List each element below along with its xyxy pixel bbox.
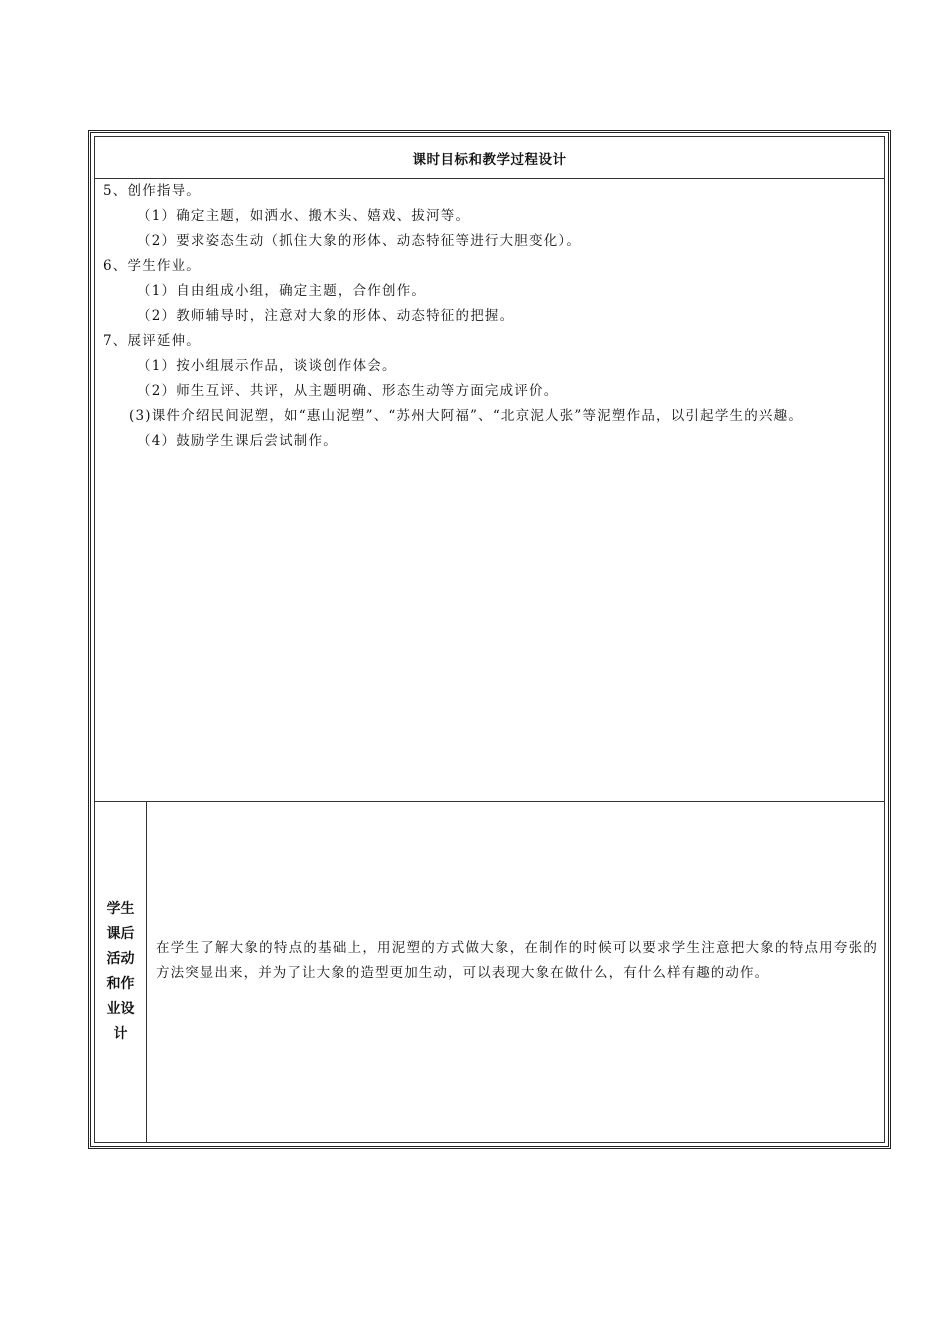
list-item: （1）自由组成小组，确定主题，合作创作。 <box>137 283 427 299</box>
activity-row <box>95 801 884 1142</box>
list-item: （1）按小组展示作品，谈谈创作体会。 <box>137 358 397 374</box>
list-item: (3)课件介绍民间泥塑，如“惠山泥塑”、“苏州大阿福”、“北京泥人张”等泥塑作品，以引起学生的兴趣。 <box>129 408 804 424</box>
lesson-table <box>88 130 891 1149</box>
section-heading: 6、学生作业。 <box>103 258 201 274</box>
list-item: （4）鼓励学生课后尝试制作。 <box>137 433 338 449</box>
list-item: （2）师生互评、共评，从主题明确、形态生动等方面完成评价。 <box>137 383 559 399</box>
activity-label-cell <box>95 802 147 1142</box>
teaching-process-content <box>103 179 878 801</box>
section-heading: 5、创作指导。 <box>103 183 201 199</box>
list-item: （2）教师辅导时，注意对大象的形体、动态特征的把握。 <box>137 308 515 324</box>
table-header: 课时目标和教学过程设计 <box>95 137 884 179</box>
list-item: （2）要求姿态生动（抓住大象的形体、动态特征等进行大胆变化）。 <box>137 233 582 249</box>
activity-label: 学生课后活动和作业设计 <box>106 901 135 1042</box>
activity-content-cell <box>147 802 884 1142</box>
lesson-table-inner <box>94 136 885 1143</box>
section-heading: 7、展评延伸。 <box>103 333 201 349</box>
list-item: （1）确定主题，如洒水、搬木头、嬉戏、拔河等。 <box>137 208 471 224</box>
activity-text: 在学生了解大象的特点的基础上，用泥塑的方式做大象，在制作的时候可以要求学生注意把大象的特点用夸张的方法突显出来，并为了让大象的造型更加生动，可以表现大象在做什么，有什么样有趣的动作。 <box>156 940 878 981</box>
